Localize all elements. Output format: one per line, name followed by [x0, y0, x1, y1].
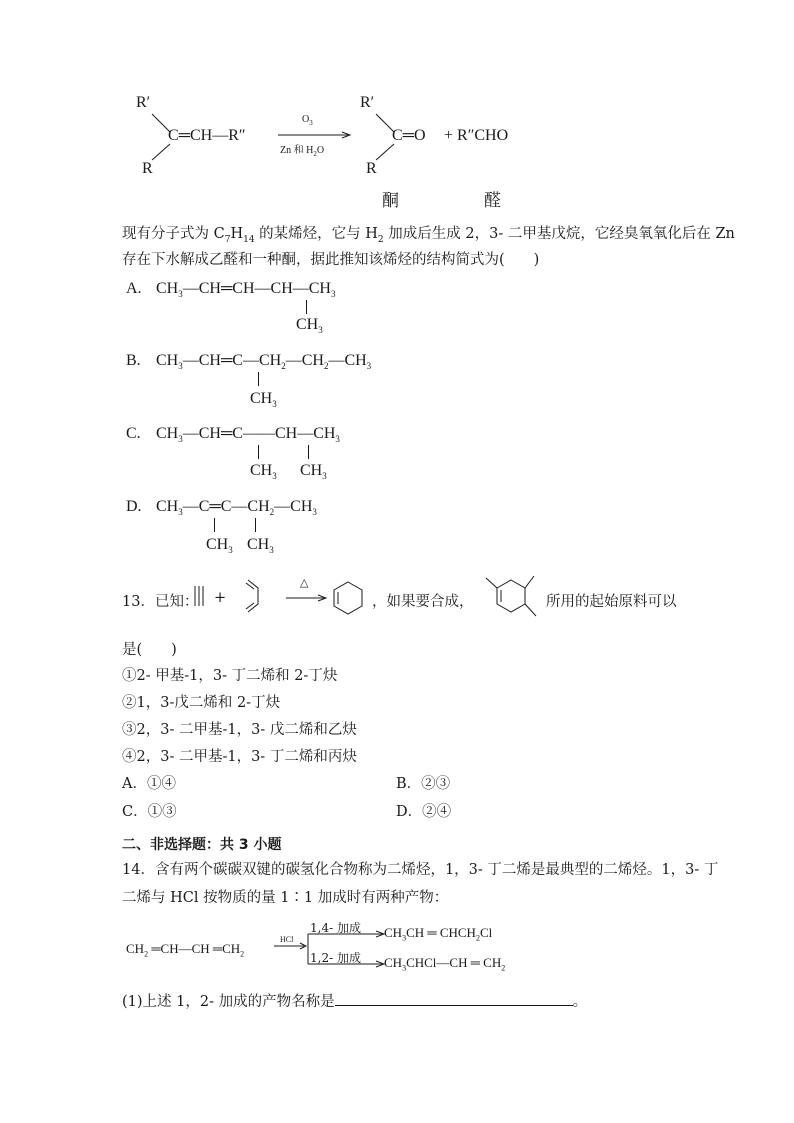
q14-stem-line2: 二烯与 HCl 按物质的量 1∶1 加成时有两种产物： [122, 890, 449, 906]
option-a-branch-bond [306, 300, 307, 314]
q14-path-12: 1,2- 加成 [310, 951, 361, 965]
q12-stem-line1: 现有分子式为 $C_7H_{14}$ 的某烯烃，它与 $H_2$ 加成后生成 2，3- 二甲基戊烷，它经臭氧氧化后在 Zn [122, 226, 735, 245]
product-aldehyde: + R″CHO [444, 127, 509, 144]
alkyne-icon [192, 584, 206, 608]
section-heading: 二、非选择题：共 3 小题 [122, 837, 282, 853]
option-a-label: A. [126, 280, 142, 297]
q13-answer-c[interactable] [122, 800, 177, 821]
q14-sub1 [122, 990, 587, 1011]
option-d-branch-bond-2 [255, 518, 256, 532]
option-b-formula: $CH_3—CH═C—CH_2—CH_2—CH_3$ [156, 352, 372, 372]
q14-answer-blank[interactable] [335, 991, 573, 1006]
option-c-branch-2: $CH_3$ [300, 462, 327, 482]
q13-mid-text: ，如果要合成， [372, 594, 474, 610]
target-molecule-icon [482, 570, 540, 624]
answer-d-label: D． [396, 804, 423, 820]
q13-plus: + [214, 590, 227, 606]
q14-reactant: $CH_2$ ═CH—CH $═CH_2$ [126, 941, 245, 959]
q14-path-14: 1,4- 加成 [310, 921, 361, 935]
butadiene-icon [242, 578, 264, 614]
option-d-label: D. [126, 498, 142, 515]
r-prime-left: R′ [136, 94, 151, 111]
q13-line2: 是( ) [122, 642, 177, 658]
reagent-bottom: Zn 和 $H_2O$ [280, 145, 325, 158]
q13-prefix: 13．已知： [122, 594, 199, 610]
q13-answer-a[interactable] [122, 772, 176, 793]
option-c-formula: $CH_3—CH═C——CH—CH_3$ [156, 425, 340, 445]
q14-product-12: $CH_3CHCl—CH$ ═ $CH_2$ [384, 955, 506, 973]
q13-tail-text: 所用的起始原料可以 [546, 594, 677, 610]
q13-answer-b[interactable] [396, 772, 450, 793]
option-d-branch-2: $CH_3$ [247, 536, 274, 556]
alkene-chain: C═CH—R″ [168, 127, 246, 144]
q13-choice-1: ①2- 甲基-1，3- 丁二烯和 2-丁炔 [122, 668, 338, 684]
r-prime-right: R′ [360, 94, 375, 111]
label-ketone: 酮 [382, 191, 399, 211]
cyclohexene-icon [331, 580, 365, 616]
option-b-label: B. [126, 352, 141, 369]
q14-sub1-text: (1)上述 1，2- 加成的产物名称是 [122, 994, 335, 1010]
q14-reagent: HCl [280, 935, 294, 944]
option-c-branch-bond-2 [308, 445, 309, 459]
q13-choice-4: ④2，3- 二甲基-1，3- 丁二烯和丙炔 [122, 749, 357, 765]
option-d-formula: $CH_3—C═C—CH_2—CH_3$ [156, 498, 317, 518]
q13-answer-d[interactable] [396, 800, 451, 821]
q14-product-14: $CH_3CH$ ═ $CHCH_2Cl$ [384, 925, 493, 943]
answer-c-value: ①③ [147, 804, 177, 820]
option-d-branch-bond-1 [214, 518, 215, 532]
answer-b-label: B． [396, 776, 422, 792]
q13-choice-3: ③2，3- 二甲基-1，3- 戊二烯和乙炔 [122, 722, 357, 738]
answer-a-value: ①④ [146, 776, 176, 792]
option-d-branch-1: $CH_3$ [206, 536, 233, 556]
option-b-branch: $CH_3$ [250, 390, 277, 410]
reaction-arrow [276, 130, 356, 140]
option-a-formula: $CH_3—CH═CH—CH—CH_3$ [156, 280, 336, 300]
option-c-label: C. [126, 425, 141, 442]
answer-b-value: ②③ [421, 776, 451, 792]
q13-choice-2: ②1，3-戊二烯和 2-丁炔 [122, 695, 281, 711]
q13-arrow [284, 593, 330, 603]
r-right: R [366, 160, 377, 177]
q14-stem-line1: 14．含有两个碳碳双键的碳氢化合物称为二烯烃，1，3- 丁二烯是最典型的二烯烃。1，3- 丁 [122, 862, 719, 878]
answer-a-label: A． [122, 776, 147, 792]
option-c-branch-bond-1 [258, 445, 259, 459]
option-a-branch: $CH_3$ [296, 316, 323, 336]
product-carbonyl: C═O [392, 127, 426, 144]
q12-stem-line2: 存在下水解成乙醛和一种酮，据此推知该烯烃的结构简式为( ) [122, 252, 540, 268]
label-aldehyde: 醛 [484, 191, 501, 211]
reagent-top: $O_3$ [302, 114, 313, 127]
option-b-branch-bond [258, 372, 259, 386]
option-c-branch-1: $CH_3$ [250, 462, 277, 482]
q14-sub1-end: 。 [572, 994, 588, 1010]
heat-symbol: △ [300, 576, 309, 589]
answer-c-label: C． [122, 804, 148, 820]
r-left: R [142, 160, 153, 177]
answer-d-value: ②④ [422, 804, 452, 820]
